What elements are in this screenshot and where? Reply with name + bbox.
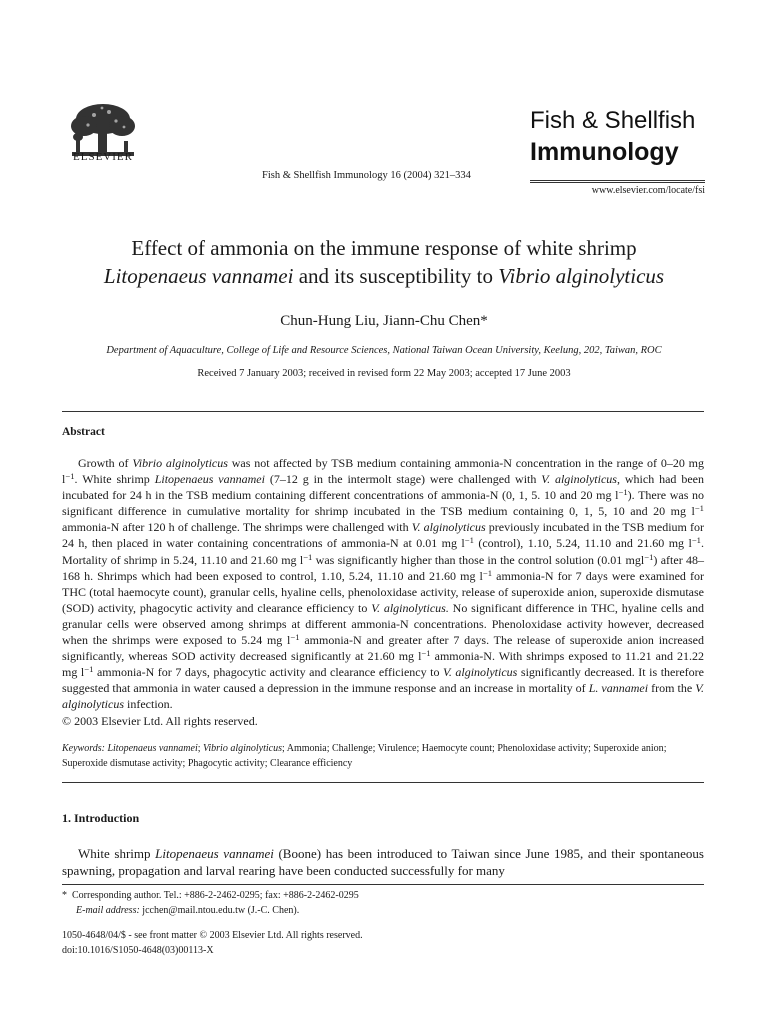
journal-name-line2: Immunology	[530, 138, 679, 166]
intro-text-start: White shrimp	[78, 846, 156, 861]
abstract-superscript: −1	[644, 551, 654, 562]
abstract-text-run: significantly decreased. It is therefore suggested that ammonia in water caused a depression in the immune response and an increase in mortality of	[62, 665, 705, 696]
journal-citation: Fish & Shellfish Immunology 16 (2004) 321–334	[262, 170, 471, 181]
abstract-text	[62, 456, 704, 711]
title-line-2	[0, 262, 768, 290]
keyword-item: Litopenaeus vannamei	[107, 743, 198, 754]
abstract-italic-term: V. alginolyticus	[443, 665, 518, 680]
abstract-text-run: . White shrimp	[74, 472, 155, 487]
footnote-rule	[62, 884, 704, 885]
title-species: Litopenaeus vannamei	[103, 264, 294, 288]
doi-line[interactable]: doi:10.1016/S1050-4648(03)00113-X	[62, 945, 214, 956]
keywords-list: Litopenaeus vannamei; Vibrio alginolyticus; Ammonia; Challenge; Virulence; Haemocyte count; Phenoloxidase activity; Superoxide anion; Superoxide dismutase activity; Phagocytic activity; Clearance efficiency	[62, 743, 667, 769]
abstract-text-run: from the	[648, 681, 696, 696]
abstract-copyright: © 2003 Elsevier Ltd. All rights reserved.	[62, 713, 258, 728]
abstract-text-run: (control), 1.10, 5.24, 11.10 and 21.60 mg l	[473, 536, 692, 551]
front-matter	[62, 928, 363, 958]
keyword-item: Virulence	[377, 743, 417, 754]
abstract-italic-term: V. alginolyticus	[62, 681, 704, 712]
keywords	[62, 741, 704, 771]
email-address[interactable]: jcchen@mail.ntou.edu.tw (J.-C. Chen).	[139, 905, 300, 916]
title-line-1: Effect of ammonia on the immune response of white shrimp	[131, 236, 637, 260]
abstract-superscript: −1	[65, 471, 75, 482]
journal-name-line1: Fish & Shellfish	[530, 107, 696, 134]
abstract-text-run: previously incubated in the TSB medium for 24 h, then placed in water containing concentrations of ammonia-N at 0.01 mg l	[62, 520, 704, 551]
footnote-corresponding	[62, 888, 359, 903]
footnote	[62, 888, 359, 918]
footnote-marker: *	[62, 890, 67, 901]
abstract-superscript: −1	[303, 551, 313, 562]
email-label: E-mail address:	[76, 905, 140, 916]
abstract-text-run: ). There was no significant difference in cumulative mortality for shrimp incubated in the TSB medium containing 0, 1, 5, 10 and 20 mg l	[62, 488, 704, 519]
keyword-item: Phagocytic activity	[187, 758, 265, 769]
abstract-text-run: was significantly higher than those in the control solution (0.01 mgl	[312, 552, 645, 567]
abstract-text-run: No significant difference in THC, hyaline cells and granular cells were observed among shrimps at different ammonia-N concentrations. Phenoloxidase activity however, decreased when the shrimps were exposed to 5.24 mg l	[62, 600, 705, 648]
abstract-body	[62, 455, 704, 729]
abstract-italic-term: Litopenaeus vannamei	[154, 472, 265, 487]
article-title	[0, 234, 768, 290]
issn-line: 1050-4648/04/$ - see front matter © 2003 Elsevier Ltd. All rights reserved.	[62, 930, 363, 941]
footnote-email	[62, 903, 359, 918]
abstract-superscript: −1	[84, 664, 94, 675]
abstract-text-run: ammonia-N for 7 days were examined for THC (total haemocyte count), granular cells, hyaline cells, phenoloxidase activity, release of superoxide anion, superoxide dismutase (SOD) activity, phagocytic activity and clearance efficiency to	[62, 568, 704, 615]
abstract-superscript: −1	[290, 632, 300, 643]
affiliation: Department of Aquaculture, College of Life and Resource Sciences, National Taiwan Ocean University, Keelung, 202, Taiwan, ROC	[106, 345, 662, 356]
abstract-text-run: , which had been incubated for 24 h in the TSB medium containing different concentrations of ammonia-N (0, 1, 5. 10 and 20 mg l	[62, 472, 704, 503]
abstract-text-run: ammonia-N after 120 h of challenge. The shrimps were challenged with	[62, 520, 412, 535]
keyword-item: Ammonia	[286, 743, 327, 754]
abstract-superscript: −1	[421, 648, 431, 659]
received-dates: Received 7 January 2003; received in revised form 22 May 2003; accepted 17 June 2003	[197, 368, 571, 379]
keyword-item: Phenoloxidase activity	[497, 743, 589, 754]
introduction-paragraph	[62, 845, 704, 879]
abstract-text-run: ) after 48–168 h. Shrimps which had been exposed to control, 1.10, 5.24, 11.10 and 21.60 mg l	[62, 552, 704, 583]
abstract-superscript: −1	[694, 503, 704, 514]
abstract-italic-term: Vibrio alginolyticus	[132, 456, 228, 470]
abstract-superscript: −1	[618, 487, 628, 498]
abstract-italic-term: L. vannamei	[588, 681, 649, 696]
keyword-item: Superoxide anion	[593, 743, 664, 754]
abstract-text-run: ammonia-N. With shrimps exposed to 11.21 and 21.22 mg l	[62, 649, 704, 680]
abstract-superscript: −1	[691, 535, 701, 546]
abstract-text-run: infection.	[124, 697, 173, 712]
publisher-name: ELSEVIER	[73, 151, 133, 163]
keyword-item: Haemocyte count	[421, 743, 493, 754]
keyword-item: Superoxide dismutase activity	[62, 758, 183, 769]
corresponding-author: Corresponding author. Tel.: +886-2-2462-0295; fax: +886-2-2462-0295	[72, 890, 359, 901]
keyword-item: Challenge	[332, 743, 373, 754]
abstract-text-run: . Mortality of shrimp in 5.24, 11.10 and 21.60 mg l	[62, 536, 704, 567]
abstract-text-run: (7–12 g in the intermolt stage) were challenged with	[264, 472, 542, 487]
abstract-italic-term: V. alginolyticus	[411, 520, 486, 535]
abstract-italic-term: V. alginolyticus.	[371, 600, 449, 615]
abstract-top-rule	[62, 411, 704, 412]
abstract-italic-term: V. alginolyticus	[541, 472, 617, 487]
keywords-label: Keywords:	[62, 743, 105, 754]
authors: Chun-Hung Liu, Jiann-Chu Chen*	[280, 313, 488, 329]
abstract-text-run: Growth of	[78, 456, 133, 470]
abstract-text-run: ammonia-N for 7 days, phagocytic activity and clearance efficiency to	[93, 665, 444, 680]
abstract-superscript: −1	[482, 567, 493, 578]
intro-species: Litopenaeus vannamei	[155, 846, 274, 861]
abstract-bottom-rule	[62, 782, 704, 783]
section-heading-introduction: 1. Introduction	[62, 811, 140, 825]
keyword-item: Clearance efficiency	[270, 758, 353, 769]
keyword-item: Vibrio alginolyticus	[203, 743, 282, 754]
journal-brand	[530, 106, 695, 168]
header-rule	[530, 180, 705, 183]
abstract-heading: Abstract	[62, 426, 105, 438]
title-pathogen: Vibrio alginolyticus	[498, 264, 665, 288]
intro-text-rest: (Boone) has been introduced to Taiwan since June 1985, and their spontaneous spawning, propagation and larval rearing have been conducted successfully for many	[62, 846, 704, 878]
abstract-superscript: −1	[464, 535, 474, 546]
abstract-text-run: ammonia-N and greater after 7 days. The release of superoxide anion increased significantly, whereas SOD activity decreased significantly at 21.60 mg l	[62, 633, 704, 664]
title-connector: and its susceptibility to	[293, 264, 499, 288]
abstract-text-run: was not affected by TSB medium containing ammonia-N concentration in the range of 0–20 mg l	[62, 456, 704, 487]
journal-url[interactable]: www.elsevier.com/locate/fsi	[591, 185, 705, 196]
